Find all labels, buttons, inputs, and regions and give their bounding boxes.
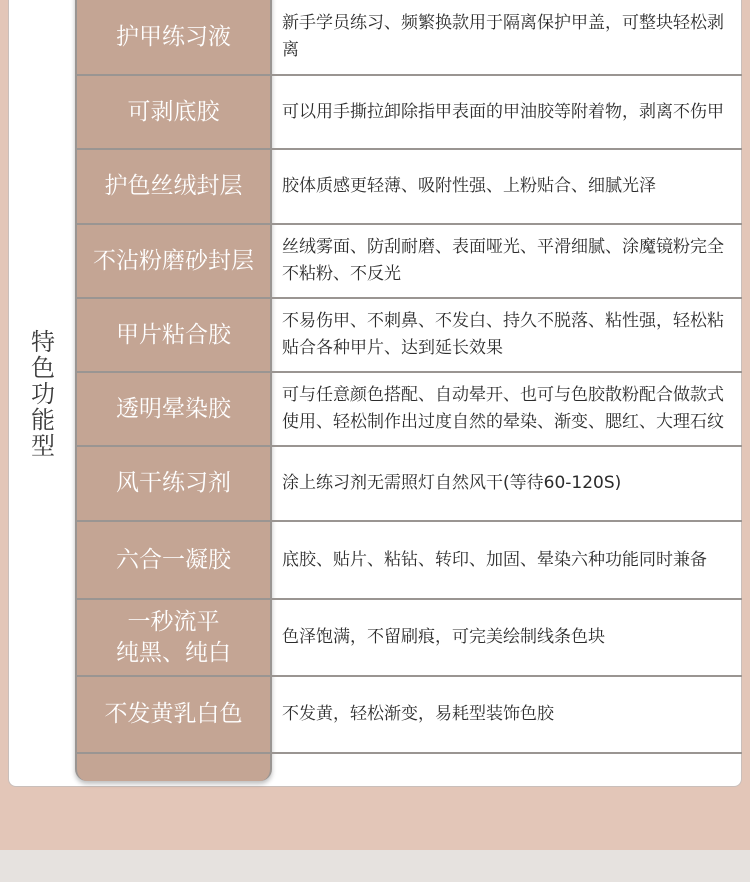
table-row [75, 225, 742, 299]
product-name: 六合一凝胶 [116, 546, 231, 573]
product-name: 甲片粘合胶 [116, 321, 231, 348]
product-description: 涂上练习剂无需照灯自然风干(等待60-120S) [282, 473, 622, 493]
product-description: 新手学员练习、频繁换款用于隔离保护甲盖，可整块轻松剥离 [282, 13, 724, 60]
table-row [75, 677, 742, 754]
product-name: 一秒流平 纯黑、纯白 [116, 608, 231, 666]
table-row [75, 0, 742, 76]
product-description: 丝绒雾面、防刮耐磨、表面哑光、平滑细腻、涂魔镜粉完全不粘粉、不反光 [282, 237, 724, 284]
product-name: 护甲练习液 [116, 23, 231, 50]
table-row [75, 150, 742, 225]
product-description: 可与任意颜色搭配、自动晕开、也可与色胶散粉配合做款式使用、轻松制作出过度自然的晕染、渐变、腮红、大理石纹 [282, 385, 724, 432]
product-description: 不发黄，轻松渐变，易耗型装饰色胶 [282, 704, 554, 724]
product-name: 护色丝绒封层 [104, 173, 243, 199]
product-name: 可剥底胶 [127, 98, 220, 125]
product-description: 底胶、贴片、粘钻、转印、加固、晕染六种功能同时兼备 [282, 549, 707, 570]
table-row [75, 76, 742, 150]
category-cell [8, 0, 74, 787]
table-row [75, 447, 742, 522]
bottom-band [0, 850, 750, 882]
product-name: 透明晕染胶 [116, 395, 231, 422]
table-row [75, 299, 742, 373]
product-description: 色泽饱满，不留刷痕，可完美绘制线条色块 [282, 627, 605, 647]
table-row [75, 522, 742, 600]
product-description: 可以用手撕拉卸除指甲表面的甲油胶等附着物，剥离不伤甲 [282, 101, 724, 122]
category-label: 特色功能型 [26, 328, 55, 459]
table-row [75, 373, 742, 447]
product-description: 胶体质感更轻薄、吸附性强、上粉贴合、细腻光泽 [282, 176, 656, 196]
table-row [75, 600, 742, 677]
product-name: 不沾粉磨砂封层 [93, 247, 254, 274]
product-name: 风干练习剂 [116, 470, 231, 496]
product-description: 不易伤甲、不刺鼻、不发白、持久不脱落、粘性强，轻松粘贴合各种甲片、达到延长效果 [282, 311, 724, 358]
product-name: 不发黄乳白色 [104, 701, 243, 727]
